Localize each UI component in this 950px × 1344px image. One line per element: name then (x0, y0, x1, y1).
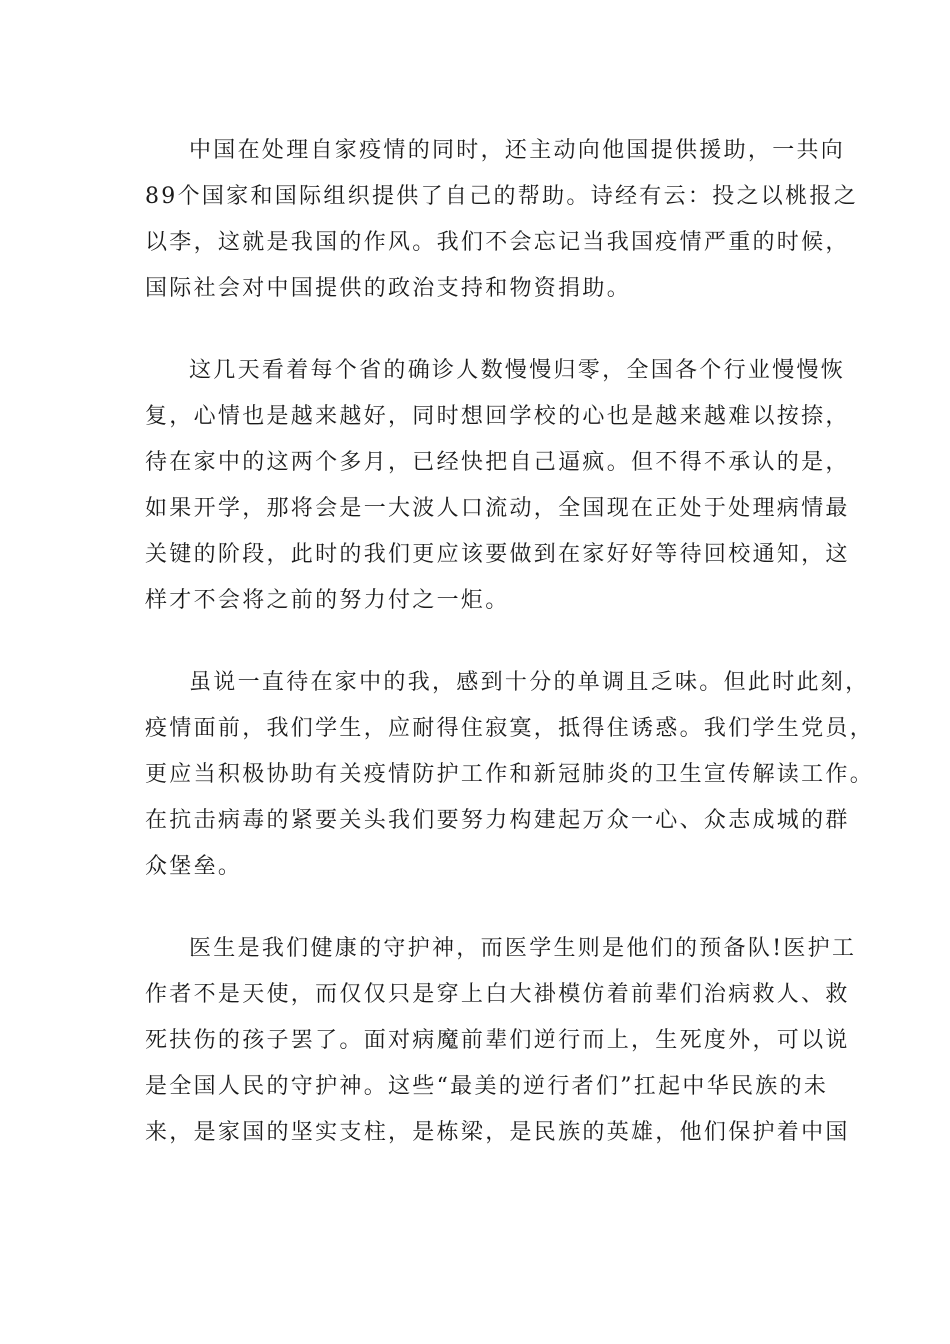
paragraph-line: 这几天看着每个省的确诊人数慢慢归零，全国各个行业慢慢恢 (189, 358, 846, 383)
paragraph-line: 作者不是天使，而仅仅只是穿上白大褂模仿着前辈们治病救人、救 (145, 982, 850, 1007)
paragraph-2 (145, 348, 850, 624)
paragraph-line: 虽说一直待在家中的我，感到十分的单调且乏味。但此时此刻， (189, 670, 870, 695)
paragraph-line: 关键的阶段，此时的我们更应该要做到在家好好等待回校通知，这 (145, 542, 850, 567)
document-body (145, 128, 875, 1192)
paragraph-1 (145, 128, 858, 312)
paragraph-line: 更应当积极协助有关疫情防护工作和新冠肺炎的卫生宣传解读工作。 (145, 762, 875, 787)
paragraph-line: 样才不会将之前的努力付之一炬。 (145, 588, 510, 613)
paragraph-line: 医生是我们健康的守护神，而医学生则是他们的预备队!医护工 (189, 936, 857, 961)
paragraph-4 (145, 926, 857, 1156)
paragraph-line: 疫情面前，我们学生，应耐得住寂寞，抵得住诱惑。我们学生党员， (145, 716, 875, 741)
paragraph-3 (145, 660, 875, 890)
paragraph-line: 国际社会对中国提供的政治支持和物资捐助。 (145, 276, 632, 301)
paragraph-line: 死扶伤的孩子罢了。面对病魔前辈们逆行而上，生死度外，可以说 (145, 1028, 850, 1053)
paragraph-line: 是全国人民的守护神。这些“最美的逆行者们”扛起中华民族的未 (145, 1074, 829, 1099)
paragraph-line: 来，是家国的坚实支柱，是栋梁，是民族的英雄，他们保护着中国 (145, 1120, 850, 1145)
paragraph-line: 众堡垒。 (145, 854, 243, 879)
paragraph-line: 在抗击病毒的紧要关头我们要努力构建起万众一心、众志成城的群 (145, 808, 850, 833)
paragraph-line: 89个国家和国际组织提供了自己的帮助。诗经有云：投之以桃报之 (145, 184, 858, 209)
paragraph-line: 复，心情也是越来越好，同时想回学校的心也是越来越难以按捺， (145, 404, 850, 429)
paragraph-line: 待在家中的这两个多月，已经快把自己逼疯。但不得不承认的是， (145, 450, 850, 475)
paragraph-line: 如果开学，那将会是一大波人口流动，全国现在正处于处理病情最 (145, 496, 850, 521)
paragraph-line: 以李，这就是我国的作风。我们不会忘记当我国疫情严重的时候， (145, 230, 850, 255)
paragraph-line: 中国在处理自家疫情的同时，还主动向他国提供援助，一共向 (189, 138, 846, 163)
